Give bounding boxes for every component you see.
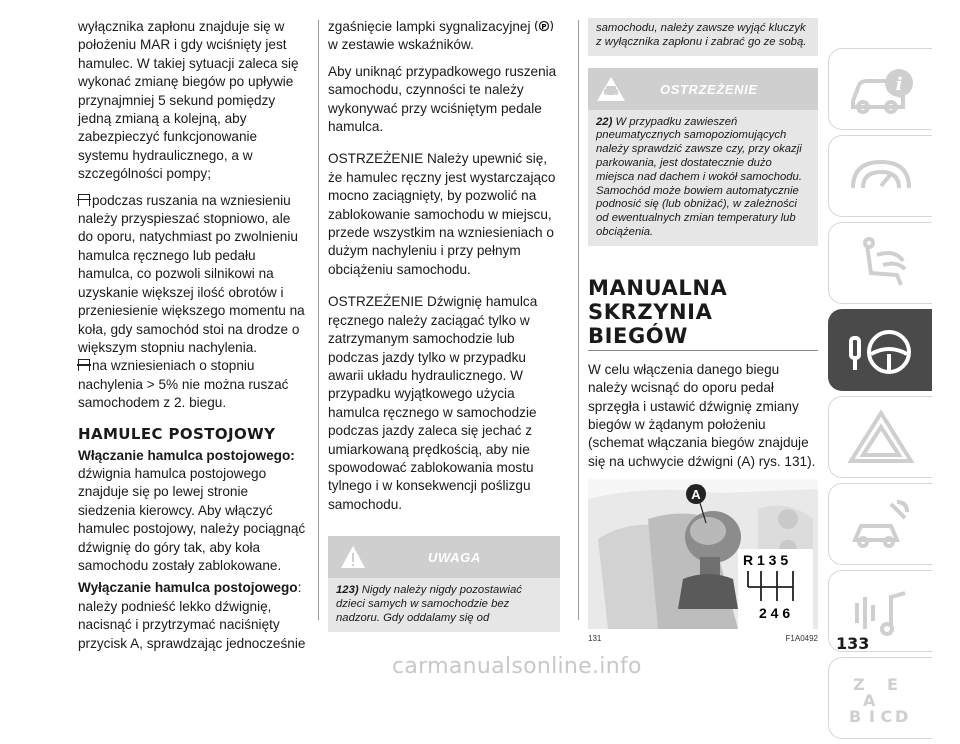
car-warning-icon	[596, 76, 626, 107]
section-heading-block	[588, 276, 818, 348]
gear-lever-figure	[588, 479, 818, 629]
paragraph: OSTRZEŻENIE Należy upewnić się, że hamulec ręczny jest wystarczająco mocno zaciągnięty, by pozwolić na zablokowanie samochodu w miejscu, przede wszystkim na wzniesieniach o dużym nachyleniu i przy pełnym obciążeniu samochodu.	[328, 151, 556, 277]
figure-caption	[588, 630, 818, 648]
dashboard-icon	[847, 148, 917, 206]
paragraph: : należy podnieść lekko dźwignię, nacisnąć i przytrzymać naciśnięty przycisk A, sprawdzając jednocześnie	[78, 580, 306, 651]
column-right	[588, 18, 818, 649]
alphabet-index-icon	[847, 670, 917, 728]
bullet-item	[78, 357, 308, 412]
warning-box-header	[588, 68, 818, 110]
warning-continued-text: samochodu, należy zawsze wyjąć kluczyk z wyłącznika zapłonu i zabrać go ze sobą.	[596, 22, 807, 48]
column-divider	[318, 20, 319, 620]
paragraph: wyłącznika zapłonu znajduje się w położeniu MAR i gdy wciśnięty jest hamulec. W takiej sytuacji zaleca się wykonać zmianę biegów po upływie przynajmniej 5 sekund pomiędzy jedną zmianą a kolejną, aby zabezpieczyć funkcjonowanie systemu hydraulicznego, a w szczególności pompy;	[78, 19, 299, 182]
paragraph: dźwignia hamulca postojowego znajduje się po lewej stronie siedzenia kierowcy. Aby włączyć hamulec postojowy, należy pociągnąć dźwignię do góry tak, aby koła samochodu zostały zablokowane.	[78, 465, 306, 573]
gear-pattern-top: R 1 3 5	[743, 552, 789, 569]
info-car-icon	[847, 61, 917, 119]
bullet-icon	[78, 359, 90, 371]
tab-driving[interactable]	[828, 309, 932, 391]
bullet-text: na wzniesieniach o stopniu nachylenia > 5% nie można ruszać samochodem z 2. biegu.	[78, 358, 289, 411]
note-text: W przypadku zawieszeń pneumatycznych samopoziomujących należy sprawdzić zawsze czy, przy okazji parkowania, jest dostatecznie dużo miejsca nad dachem i wokół samochodu. Samochód może bowiem automatycznie podnosić się (lub obniżać), w zależności od ewentualnych zmian temperatury lub obciążenia.	[596, 115, 802, 238]
paragraph: W celu włączenia danego biegu należy wcisnąć do oporu pedał sprzęgła i ustawić dźwignię zmiany biegów w żądanym położeniu (schemat włączania biegów znajduje się na uchwycie dźwigni (A) rys. 131).	[588, 361, 816, 469]
column-left	[78, 18, 308, 653]
warning-box-title: OSTRZEŻENIE	[660, 81, 758, 97]
section-heading-line1: MANUALNA	[588, 275, 728, 300]
svg-text:P: P	[541, 23, 547, 31]
gear-lever-illustration	[588, 479, 818, 629]
caution-box-header	[328, 536, 560, 578]
svg-text:Z: Z	[853, 675, 865, 694]
heading-rule	[588, 350, 818, 351]
svg-text:A: A	[863, 691, 876, 710]
tab-emergency[interactable]	[828, 396, 932, 478]
svg-text:i: i	[895, 74, 903, 95]
media-music-icon	[847, 583, 917, 641]
wrench-car-icon	[847, 496, 917, 554]
caution-box-title: UWAGA	[428, 550, 481, 566]
caution-triangle-icon	[340, 545, 366, 574]
page-number: 133	[836, 634, 870, 653]
svg-text:I C: I C	[869, 707, 893, 726]
bullet-text: podczas ruszania na wzniesieniu należy przyspieszać stopniowo, ale do oporu, natychmiast po zwolnieniu hamulca ręcznego lub pedału hamulca, co pozwoli silnikowi na uzyskanie większej ilość obrotów i przeniesienie większego momentu na koła, gdy samochód stoi na drodze o większym stopniu nachylenia.	[78, 192, 305, 355]
steering-wheel-key-icon	[847, 322, 917, 380]
svg-text:E: E	[887, 675, 898, 694]
bullet-item	[78, 192, 308, 358]
brake-warning-lamp-icon	[534, 19, 554, 33]
watermark: carmanualsonline.info	[392, 654, 642, 679]
figure-number: 131	[588, 634, 602, 644]
paragraph: OSTRZEŻENIE Dźwignię hamulca ręcznego należy zaciągać tylko w zatrzymanym samochodzie lub podczas jazdy tylko w przypadku awarii układu hydraulicznego. W przypadku wyjątkowego użycia hamulca ręcznego w samochodzie podczas jazdy zaleca się jechać z umiarkowaną prędkością, aby nie spowodować zablokowania mostu tylnego i w konsekwencji poślizgu samochodu.	[328, 294, 538, 512]
note-text: Nigdy należy nigdy pozostawiać dzieci samych w samochodzie bez nadzoru. Gdy oddalamy się od	[336, 584, 522, 624]
section-heading: HAMULEC POSTOJOWY	[78, 424, 276, 443]
paragraph	[328, 18, 560, 55]
figure-code: F1A0492	[785, 634, 818, 644]
caution-box	[328, 536, 560, 631]
tab-safety[interactable]	[828, 222, 932, 304]
tab-index[interactable]	[828, 657, 932, 739]
tab-maintenance[interactable]	[828, 483, 932, 565]
column-divider	[578, 20, 579, 620]
airbag-seat-icon	[847, 235, 917, 293]
gear-pattern-bottom: 2 4 6	[759, 605, 791, 622]
warning-box	[588, 68, 818, 246]
tab-info[interactable]	[828, 48, 932, 130]
text-part: w zestawie wskaźników.	[328, 37, 474, 53]
warning-triangle-icon	[847, 409, 917, 467]
subheading: Wyłączanie hamulca postojowego	[78, 580, 298, 596]
svg-text:D: D	[895, 707, 909, 726]
column-middle	[328, 18, 560, 632]
subheading: Włączanie hamulca postojowego:	[78, 447, 295, 463]
note-number: 123)	[336, 584, 359, 597]
caution-box-text	[328, 578, 560, 631]
text-part: zgaśnięcie lampki sygnalizacyjnej	[328, 19, 535, 34]
bullet-icon	[78, 194, 90, 206]
section-heading-line2: SKRZYNIA BIEGÓW	[588, 299, 713, 348]
tab-dashboard[interactable]	[828, 135, 932, 217]
svg-text:B: B	[849, 707, 862, 726]
callout-a-label: A	[691, 487, 701, 503]
warning-box-text	[588, 110, 818, 246]
subsection	[78, 447, 308, 576]
subsection	[78, 579, 308, 653]
paragraph: Aby uniknąć przypadkowego ruszenia samochodu, czynności te należy wykonywać przy wciśniętym pedale hamulca.	[328, 63, 557, 135]
warning-box-continued	[588, 18, 818, 56]
note-number: 22)	[596, 115, 613, 128]
